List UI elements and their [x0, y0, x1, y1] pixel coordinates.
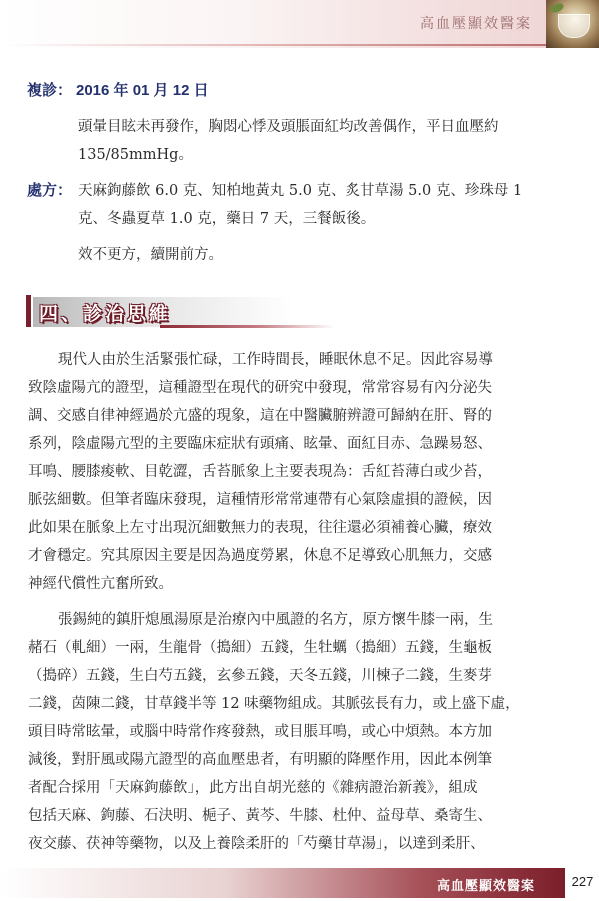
paragraph-line: 二錢，茵陳二錢，甘草錢半等 12 味藥物組成。其脈弦長有力，或上盛下虛， — [28, 696, 520, 712]
prescription-line: 天麻鉤藤飲 6.0 克、知柏地黃丸 5.0 克、炙甘草湯 5.0 克、珍珠母 1 — [78, 183, 523, 199]
followup-date: 2016 年 01 月 12 日 — [76, 82, 209, 99]
prescription-label: 處方： — [27, 182, 73, 199]
tea-cup-photo — [546, 0, 599, 48]
prescription-note: 效不更方，續開前方。 — [78, 247, 223, 263]
paragraph-line: 神經代償性亢奮所致。 — [28, 576, 173, 592]
paragraph-line: 現代人由於生活緊張忙碌，工作時間長，睡眠休息不足。因此容易導 — [58, 352, 493, 368]
paragraph-line: 頭目時常眩暈，或腦中時常作疼發熱，或目脹耳鳴，或心中煩熱。本方加 — [28, 724, 492, 740]
prescription-line: 克、冬蟲夏草 1.0 克，藥日 7 天，三餐飯後。 — [78, 211, 376, 227]
followup-text-line: 135/85mmHg。 — [78, 147, 193, 163]
paragraph-line: 減後，對肝風或陽亢證型的高血壓患者，有明顯的降壓作用，因此本例筆 — [28, 752, 492, 768]
cup-icon — [558, 14, 590, 38]
paragraph-line: 系列，陰虛陽亢型的主要臨床症狀有頭痛、眩暈、面紅目赤、急躁易怒、 — [28, 436, 492, 452]
section-heading-bar — [26, 295, 31, 327]
paragraph-line: 夜交藤、茯神等藥物，以及上養陰柔肝的「芍藥甘草湯」，以達到柔肝、 — [28, 836, 485, 852]
followup-text-line: 頭暈目眩未再發作，胸悶心悸及頭脹面紅均改善偶作，平日血壓約 — [78, 119, 499, 135]
running-title: 高血壓顯效醫案 — [420, 15, 532, 31]
paragraph-line: 調、交感自律神經過於亢盛的現象，這在中醫臟腑辨證可歸納在肝、腎的 — [28, 408, 492, 424]
footer-running-title: 高血壓顯效醫案 — [436, 878, 535, 893]
section-heading: 四、診治思維 — [39, 304, 172, 325]
page-number: 227 — [571, 874, 594, 889]
section-heading-rule — [160, 325, 335, 328]
followup-label: 複診： — [27, 82, 73, 99]
paragraph-line: 致陰虛陽亢的證型，這種證型在現代的研究中發現，常常容易有內分泌失 — [28, 380, 492, 396]
paragraph-line: 才會穩定。究其原因主要是因為過度勞累，休息不足導致心肌無力，交感 — [28, 548, 492, 564]
paragraph-line: 者配合採用「天麻鉤藤飲」，此方出自胡光慈的《雜病證治新義》，組成 — [28, 780, 478, 796]
leaf-icon — [549, 1, 565, 14]
paragraph-line: 包括天麻、鉤藤、石決明、梔子、黃芩、牛膝、杜仲、益母草、桑寄生、 — [28, 808, 492, 824]
paragraph-line: 脈弦細數。但筆者臨床發現，這種情形常常連帶有心氣陰虛損的證候，因 — [28, 492, 492, 508]
paragraph-line: 此如果在脈象上左寸出現沉細數無力的表現，往往還必須補養心臟，療效 — [28, 520, 492, 536]
paragraph-line: 張錫純的鎮肝熄風湯原是治療內中風證的名方，原方懷牛膝一兩，生 — [58, 612, 493, 628]
paragraph-line: 耳鳴、腰膝痠軟、目乾澀，舌苔脈象上主要表現為：舌紅苔薄白或少苔， — [28, 464, 492, 480]
header-rule — [0, 44, 560, 46]
paragraph-line: 赭石（軋細）一兩，生龍骨（搗細）五錢，生牡蠣（搗細）五錢，生龜板 — [28, 640, 492, 656]
paragraph-line: （搗碎）五錢，生白芍五錢，玄參五錢，天冬五錢，川楝子二錢，生麥芽 — [28, 668, 492, 684]
